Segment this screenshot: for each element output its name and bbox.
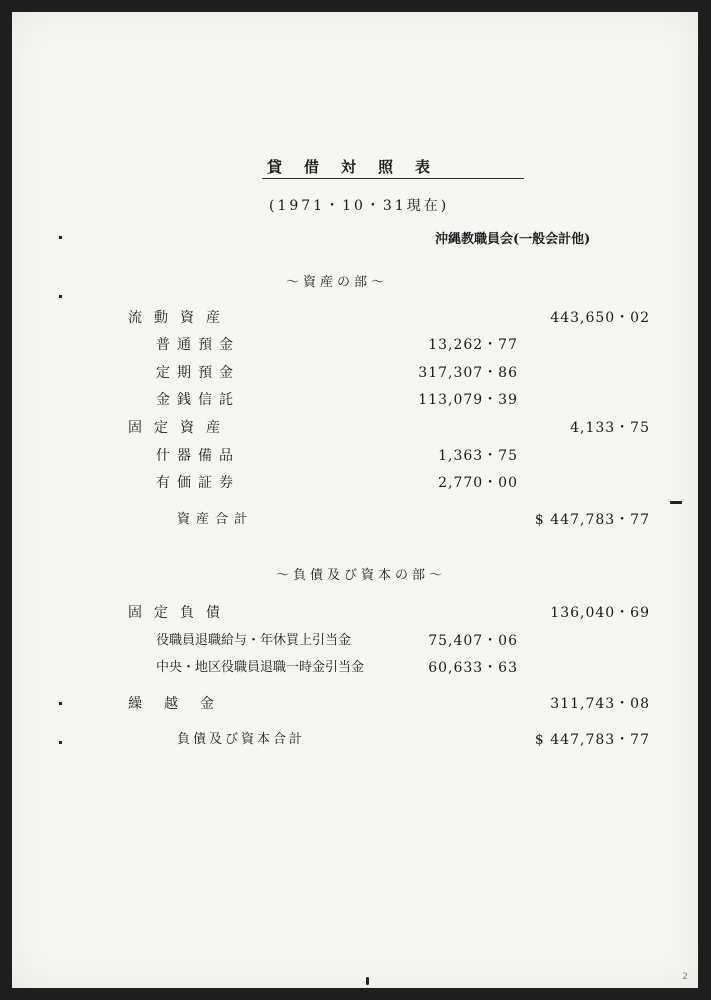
liabilities-total-amount: $ 447,783・77 [534, 732, 650, 748]
current-assets-label: 流動資産 [128, 310, 232, 326]
fixed-assets-total: 4,133・75 [570, 420, 650, 436]
line-item-amount: 2,770・00 [438, 475, 518, 491]
scan-mark [59, 236, 62, 239]
line-item-label: 役職員退職給与・年休買上引当金 [156, 633, 352, 648]
line-item-amount: 13,262・77 [428, 337, 518, 353]
fixed-liabilities-total: 136,040・69 [550, 605, 650, 621]
line-item-label: 中央・地区役職員退職一時金引当金 [156, 660, 365, 675]
current-assets-total: 443,650・02 [550, 310, 650, 326]
organization-name: 沖縄教職員会(一般会計他) [435, 232, 591, 247]
line-item-label: 有価証券 [156, 475, 240, 491]
page-number: 2 [682, 972, 688, 982]
liabilities-total-label: 負債及び資本合計 [177, 732, 306, 747]
line-item-label: 普通預金 [156, 337, 240, 353]
scan-mark [59, 741, 62, 744]
carried-forward-total: 311,743・08 [550, 696, 650, 712]
scan-mark [59, 295, 62, 298]
line-item-amount: 113,079・39 [418, 392, 518, 408]
scan-mark [670, 501, 682, 504]
line-item-amount: 75,407・06 [428, 633, 518, 649]
assets-section-heading: 〜資産の部〜 [286, 275, 389, 290]
liabilities-section-heading: 〜負債及び資本の部〜 [276, 568, 447, 583]
title-underline [262, 178, 524, 179]
fixed-assets-label: 固定資産 [128, 420, 232, 436]
fixed-liabilities-label: 固定負債 [128, 605, 232, 621]
document-date: (1971・10・31現在) [269, 198, 450, 214]
carried-forward-label: 繰越金 [128, 696, 236, 712]
document-page [12, 12, 698, 988]
line-item-label: 什器備品 [156, 448, 240, 464]
scan-mark [59, 702, 62, 705]
line-item-amount: 317,307・86 [418, 365, 518, 381]
line-item-amount: 1,363・75 [438, 448, 518, 464]
document-title: 貸借対照表 [267, 158, 453, 176]
line-item-label: 定期預金 [156, 365, 240, 381]
assets-total-label: 資産合計 [177, 512, 254, 527]
line-item-label: 金銭信託 [156, 392, 240, 408]
scan-mark [366, 977, 369, 985]
assets-total-amount: $ 447,783・77 [534, 512, 650, 528]
line-item-amount: 60,633・63 [428, 660, 518, 676]
